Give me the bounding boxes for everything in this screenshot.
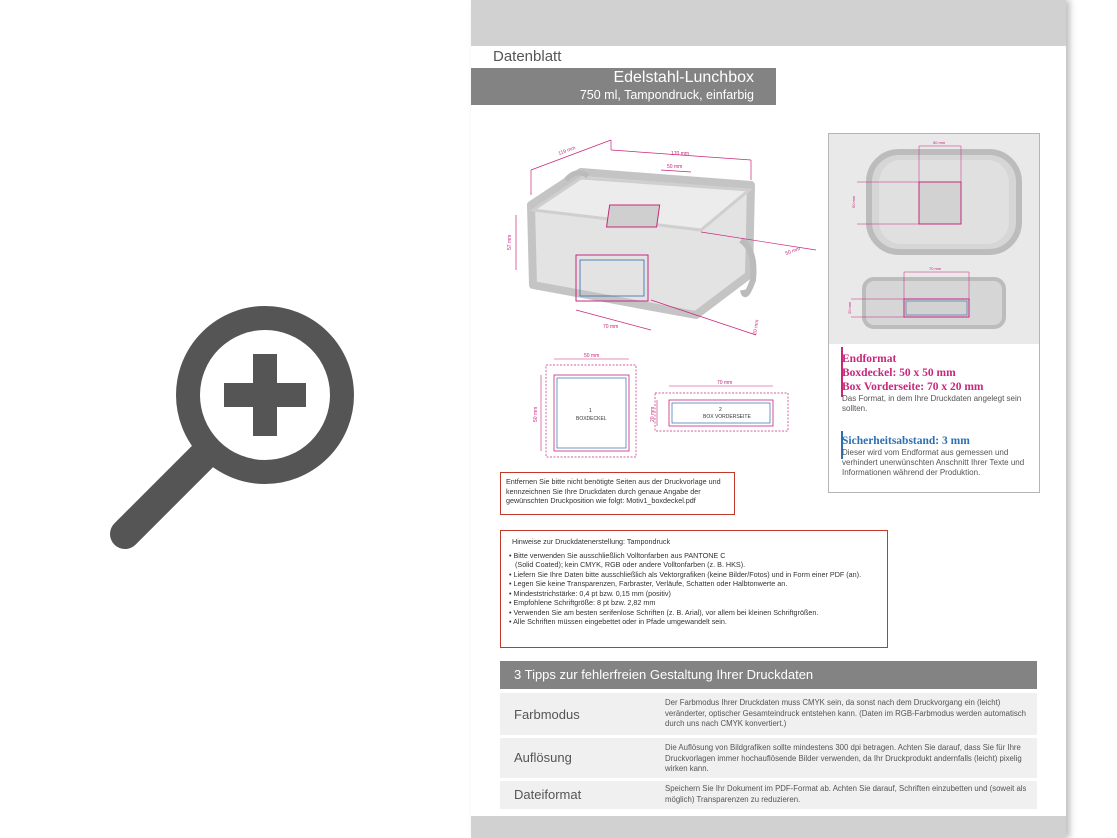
dim-depth-label: 119 mm [557,145,577,157]
file-naming-notice [500,472,735,515]
zoom-in-icon[interactable] [100,160,360,550]
endformat-note: Das Format, in dem Ihre Druckdaten angelegt sein sollten. [842,394,1022,413]
dim-width-label: 170 mm [671,151,690,157]
tip-text: Der Farbmodus Ihrer Druckdaten muss CMYK sein, da sonst nach dem Druckvorgang ein (leicht) veränderter, optischer Gesamteindruck entstehen kann. (Daten im RGB-Farbmodus werden automatisch durch uns nach CMYK konvertiert.) [665,698,1026,728]
tip-row-farbmodus [500,693,1037,735]
hint-item: • Alle Schriften müssen eingebettet oder in Pfade umgewandelt sein. [509,617,727,626]
top-band [471,0,1066,46]
svg-text:BOXDECKEL: BOXDECKEL [576,416,607,422]
print-hints-heading: Hinweise zur Druckdatenerstellung: Tampondruck [512,537,671,546]
hint-item: (Solid Coated); kein CMYK, RGB oder andere Volltonfarben (z. B. HKS). [515,560,746,569]
print-hints-box [500,530,888,648]
print-hints-list [509,551,879,627]
tip-text: Die Auflösung von Bildgrafiken sollte mindestens 300 dpi betragen. Achten Sie darauf, dass Sie für Ihre Druckvorlagen immer hochauflösende Bilder verwenden, da Ihr Druckprodukt andernfalls (leicht) pixelig wirken kann. [665,743,1022,773]
hint-item: • Verwenden Sie am besten serifenlose Schriften (z. B. Arial), vor allem bei kleinen Schriftgrößen. [509,607,819,617]
dim-height-label: 57 mm [507,234,513,250]
hint-item: • Liefern Sie Ihre Daten bitte ausschließlich als Vektorgrafiken (keine Bilder/Fotos) und in Form einer PDF (an). [509,569,862,579]
tip-label: Auflösung [514,750,572,765]
tip-label: Farbmodus [514,707,580,722]
product-title-bar [471,68,776,105]
tip-row-aufloesung [500,738,1037,778]
dim-front-h-label: 20 mm [752,319,761,336]
lunchbox-top-front-view [829,134,1039,344]
svg-text:50 mm: 50 mm [533,406,539,422]
dim-diag-label: 50 mm [784,246,802,257]
lunchbox-illustration [531,172,754,315]
datasheet-page [471,0,1066,838]
svg-text:2: 2 [719,407,722,413]
hint-item: • Empfohlene Schriftgröße: 8 pt bzw. 2,82 mm [509,598,656,607]
tip-label: Dateiformat [514,787,582,802]
svg-text:BOX VORDERSEITE: BOX VORDERSEITE [703,414,751,420]
front-print-template [650,380,788,431]
safety-heading: Sicherheitsabstand: 3 mm [842,435,970,447]
svg-text:50 mm: 50 mm [933,140,946,145]
tips-heading-bar [500,661,1037,689]
dim-front-label: 70 mm [603,324,619,330]
svg-text:20 mm: 20 mm [650,406,656,422]
hint-item: • Bitte verwenden Sie ausschließlich Volltonfarben aus PANTONE C [509,550,726,560]
svg-text:1: 1 [589,408,592,414]
datenblatt-tab [471,46,591,68]
tips-heading: 3 Tipps zur fehlerfreien Gestaltung Ihrer Druckdaten [514,667,814,682]
file-naming-text: Entfernen Sie bitte nicht benötigte Seiten aus der Druckvorlage und kennzeichnen Sie Ihre Druckdaten durch genaue Angabe der gewünschten Druckposition wie folgt: Motiv1_boxdeckel.pdf [506,477,721,505]
dim-lid-label: 50 mm [667,164,683,170]
svg-text:50 mm: 50 mm [851,195,856,208]
product-subtitle: 750 ml, Tampondruck, einfarbig [579,88,754,102]
product-title: Edelstahl-Lunchbox [613,69,754,86]
safety-note: Dieser wird vom Endformat aus gemessen und verhindert unerwünschten Anschnitt Ihrer Texte und Informationen während der Produktion. [842,448,1025,477]
svg-text:70 mm: 70 mm [717,380,733,386]
hint-item: • Legen Sie keine Transparenzen, Farbraster, Verläufe, Schatten oder Halbtonwerte an. [509,579,788,588]
tip-row-dateiformat [500,781,1037,809]
bottom-band [471,816,1066,838]
tip-text: Speichern Sie Ihr Dokument im PDF-Format ab. Achten Sie darauf, Schriften einzubetten und (soweit als möglich) Transparenzen zu reduzieren. [665,784,1027,804]
svg-text:70 mm: 70 mm [929,266,942,271]
format-info-panel [828,133,1040,493]
boxdeckel-size: Boxdeckel: 50 x 50 mm [842,367,956,379]
svg-text:50 mm: 50 mm [584,353,600,359]
endformat-heading: Endformat [842,353,897,365]
format-info-text [842,352,1037,478]
box-vorderseite-size: Box Vorderseite: 70 x 20 mm [842,381,984,393]
svg-text:20 mm: 20 mm [847,301,852,314]
hint-item: • Mindeststrichstärke: 0,4 pt bzw. 0,15 mm (positiv) [509,588,671,598]
datenblatt-label: Datenblatt [493,48,562,65]
lid-print-template [533,353,636,457]
